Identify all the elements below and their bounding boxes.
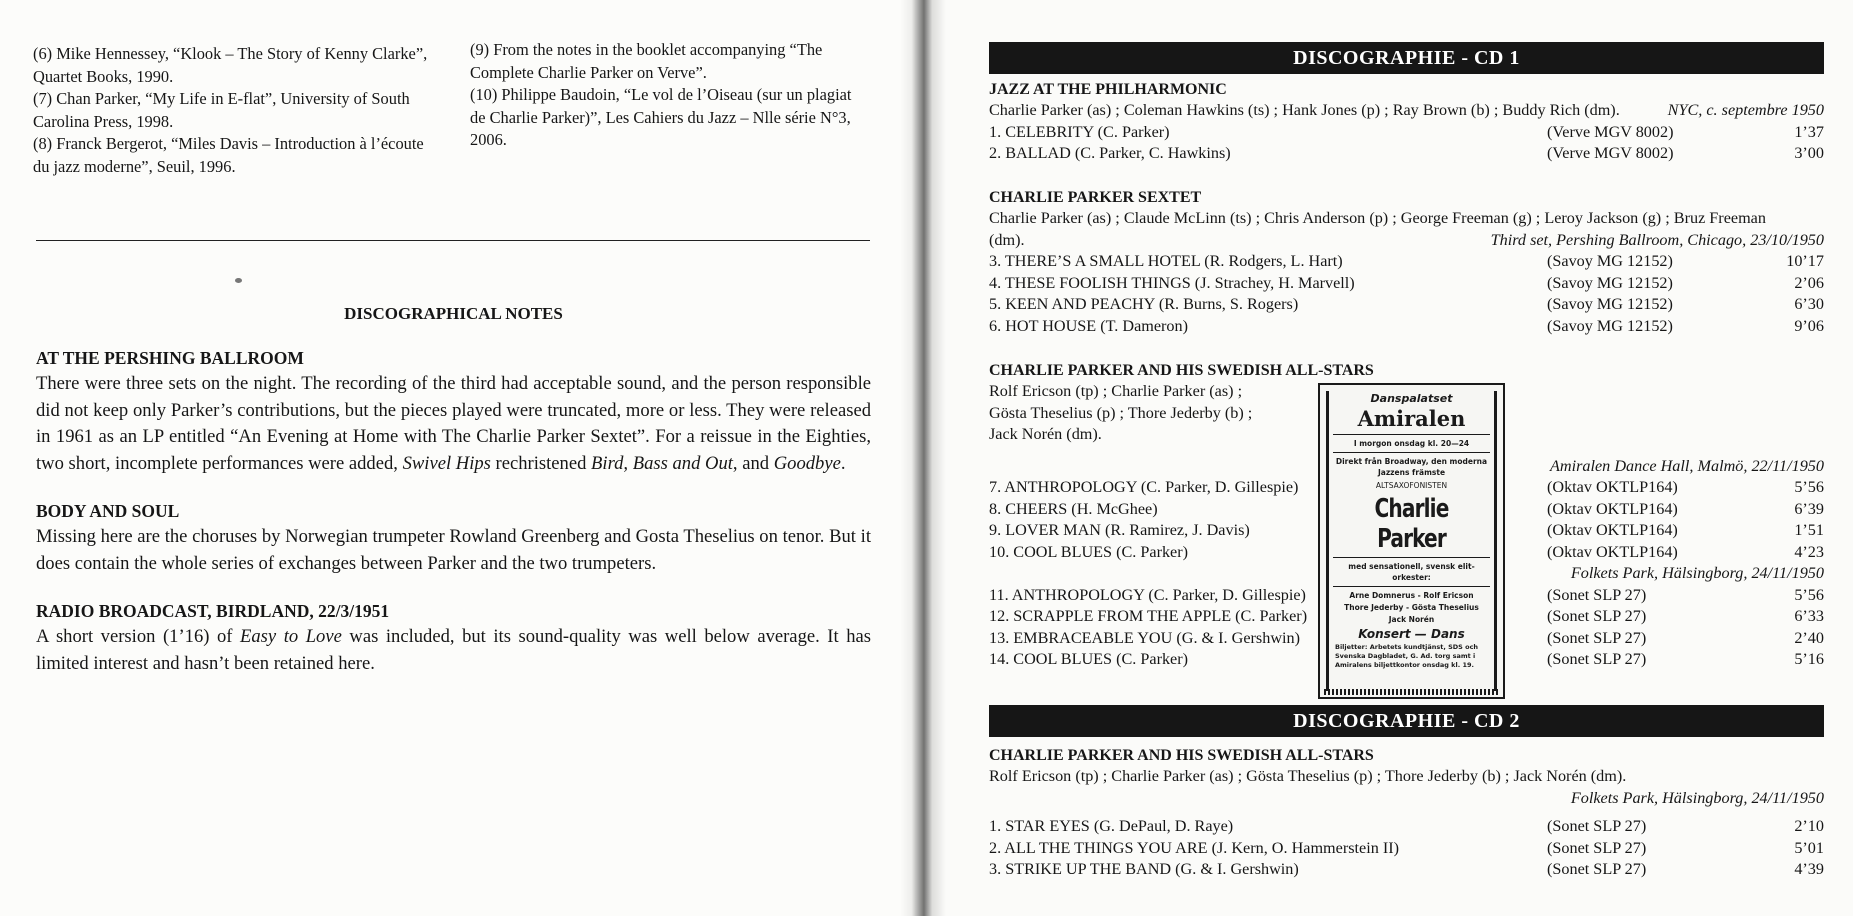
track-duration: 5’56 [1794,585,1824,604]
track-duration: 6’30 [1794,295,1824,313]
track-row [989,294,1824,316]
track-label: (Oktav OKTLP164) [1547,478,1678,496]
book-spine-shadow [900,0,946,916]
track-row [989,251,1824,273]
track-row [989,859,1824,881]
note-heading: BODY AND SOUL [36,501,180,521]
track-label: (Sonet SLP 27) [1547,838,1647,857]
track-title: 8. CHEERS (H. McGhee) [989,499,1158,518]
track-label: (Oktav OKTLP164) [1547,521,1678,539]
track-label: (Oktav OKTLP164) [1547,499,1678,518]
session-title: JAZZ AT THE PHILHARMONIC [989,81,1227,98]
track-title: 7. ANTHROPOLOGY (C. Parker, D. Gillespie) [989,478,1299,496]
track-duration: 10’17 [1786,252,1824,270]
track-duration: 2’06 [1794,273,1824,292]
poster-venue: Danspalatset [1370,392,1453,405]
track-title: 6. HOT HOUSE (T. Dameron) [989,316,1189,335]
notes-title: DISCOGRAPHICAL NOTES [344,304,563,323]
poster-inner [1326,391,1497,691]
track-duration: 6’33 [1794,607,1824,625]
track-row [989,122,1824,144]
track-duration: 5’56 [1794,478,1824,496]
track-title: 14. COOL BLUES (C. Parker) [989,650,1189,668]
track-title: 1. CELEBRITY (C. Parker) [989,122,1170,141]
note-text: A short version (1’16) of Easy to Love was included, but its sound-quality was well below average. It has limited interest and hasn’t been retained here. [36,626,871,674]
session-title: CHARLIE PARKER SEXTET [989,189,1202,206]
venue: Folkets Park, Hälsingborg, 24/11/1950 [1570,564,1824,582]
note-radio-broadcast [36,601,871,677]
track-title: 10. COOL BLUES (C. Parker) [989,542,1189,561]
concert-poster [1318,383,1505,699]
track-label: (Verve MGV 8002) [1547,122,1674,141]
track-label: (Sonet SLP 27) [1547,628,1647,647]
cd2-banner: DISCOGRAPHIE - CD 2 [989,705,1824,737]
poster-tickets: Biljetter: Arbetets kundtjänst, SDS och Svenska Dagbladet, G. Ad. torg samt i Amiralens biljettkontor onsdag kl. 19. [1335,643,1479,669]
track-row [989,816,1824,838]
poster-musicians: Arne Domnerus - Rolf Ericson [1349,591,1474,600]
poster-title: Amiralen [1357,406,1466,431]
track-label: (Sonet SLP 27) [1547,650,1647,668]
note-pershing-ballroom [36,348,871,477]
venue: NYC, c. septembre 1950 [1667,101,1824,119]
session-swedish-all-stars-cd2 [989,745,1824,881]
track-duration: 6’39 [1794,499,1824,518]
poster-concert: Konsert — Dans [1358,627,1465,641]
session-title: CHARLIE PARKER AND HIS SWEDISH ALL-STARS [989,362,1374,379]
track-title: 13. EMBRACEABLE YOU (G. & I. Gershwin) [989,628,1300,647]
track-duration: 5’16 [1794,650,1824,668]
poster-role: ALTSAXOFONISTEN [1375,481,1448,490]
track-label: (Savoy MG 12152) [1547,273,1673,292]
track-label: (Savoy MG 12152) [1547,316,1673,335]
note-heading: RADIO BROADCAST, BIRDLAND, 22/3/1951 [36,601,390,621]
track-duration: 3’00 [1794,144,1824,162]
track-title: 3. STRIKE UP THE BAND (G. & I. Gershwin) [989,860,1299,878]
track-label: (Oktav OKTLP164) [1547,542,1678,561]
track-title: 5. KEEN AND PEACHY (R. Burns, S. Rogers) [989,295,1299,313]
track-title: 3. THERE’S A SMALL HOTEL (R. Rodgers, L. Hart) [989,252,1343,270]
track-title: 2. ALL THE THINGS YOU ARE (J. Kern, O. Hammerstein II) [989,838,1400,857]
track-row [989,316,1824,338]
track-label: (Sonet SLP 27) [1547,607,1647,625]
track-title: 12. SCRAPPLE FROM THE APPLE (C. Parker) [989,607,1308,625]
track-label: (Sonet SLP 27) [1547,817,1647,835]
footnote-7: (7) Chan Parker, “My Life in E-flat”, University of South Carolina Press, 1998. [33,89,410,131]
footnote-9: (9) From the notes in the booklet accompanying “The Complete Charlie Parker on Verve”. [470,40,823,82]
note-heading: AT THE PERSHING BALLROOM [36,348,304,368]
track-label: (Savoy MG 12152) [1547,252,1673,270]
track-duration: 5’01 [1794,838,1824,857]
footnote-6: (6) Mike Hennessey, “Klook – The Story of Kenny Clarke”, Quartet Books, 1990. [33,44,428,86]
session-jatp [989,79,1824,165]
poster-headliner: Charlie Parker [1374,494,1449,554]
track-row [989,838,1824,860]
personnel-line: Rolf Ericson (tp) ; Charlie Parker (as) ; [989,382,1243,400]
note-text: There were three sets on the night. The recording of the third had acceptable sound, and the person responsible did not keep only Parker’s contributions, but the pieces played were truncated, more or less. They were released in 1961 as an LP entitled “An Evening at Home with The Charlie Parker Sextet”. For a reissue in the Eighties, two short, incomplete performances were added, Swivel Hips rechristened Bird, Bass and Out, and Goodbye. [36,373,871,474]
poster-musicians: Jack Norén [1388,615,1435,624]
venue: Third set, Pershing Ballroom, Chicago, 23/10/1950 [1490,230,1824,249]
track-duration: 1’51 [1794,521,1824,539]
track-row [989,273,1824,295]
poster-musicians: Thore Jederby - Gösta Theselius [1344,603,1479,612]
note-text: Missing here are the choruses by Norwegian trumpeter Rowland Greenberg and Gosta Theselius on tenor. But it does contain the whole series of exchanges between Parker and the two trumpeters. [36,526,871,574]
venue-line [989,788,1824,810]
personnel-line: Jack Norén (dm). [989,425,1102,443]
poster-orchestra: med sensationell, svensk elit-orkester: [1348,562,1475,582]
footnote-10: (10) Philippe Baudoin, “Le vol de l’Oiseau (sur un plagiat de Charlie Parker)”, Les Cahiers du Jazz – Nlle série N°3, 2006. [470,85,852,149]
personnel-line: Charlie Parker (as) ; Claude McLinn (ts) ; Chris Anderson (p) ; George Freeman (g) ; Leroy Jackson (g) ; Bruz Freeman [989,209,1766,227]
note-body-and-soul [36,501,871,577]
track-title: 9. LOVER MAN (R. Ramirez, J. Davis) [989,521,1250,539]
track-row [989,143,1824,165]
discographical-notes [36,300,871,701]
track-title: 4. THESE FOOLISH THINGS (J. Strachey, H. Marvell) [989,273,1355,292]
personnel-line: Gösta Theselius (p) ; Thore Jederby (b) ; [989,403,1253,422]
track-label: (Sonet SLP 27) [1547,860,1647,878]
personnel-line: Rolf Ericson (tp) ; Charlie Parker (as) ; Gösta Theselius (p) ; Thore Jederby (b) ; Jack Norén (dm). [989,767,1627,785]
track-title: 2. BALLAD (C. Parker, C. Hawkins) [989,144,1231,162]
personnel-venue-line: (dm). Third set, Pershing Ballroom, Chicago, 23/10/1950 [989,230,1824,252]
track-duration: 4’39 [1794,860,1824,878]
venue: Folkets Park, Hälsingborg, 24/11/1950 [1570,788,1824,807]
cd1-banner: DISCOGRAPHIE - CD 1 [989,42,1824,74]
track-duration: 2’40 [1794,628,1824,647]
footnote-divider [36,240,870,241]
track-label: (Sonet SLP 27) [1547,585,1647,604]
footnotes-column-2 [470,39,870,152]
track-label: (Savoy MG 12152) [1547,295,1673,313]
session-sextet [989,187,1824,337]
track-duration: 9’06 [1794,316,1824,335]
track-duration: 1’37 [1794,122,1824,141]
track-duration: 2’10 [1794,817,1824,835]
poster-subtitle: Direkt från Broadway, den moderna Jazzens främste [1335,457,1488,477]
venue: Amiralen Dance Hall, Malmö, 22/11/1950 [1550,456,1824,475]
track-label: (Verve MGV 8002) [1547,144,1674,162]
footnotes-column-1 [33,43,443,178]
personnel-line: Charlie Parker (as) ; Coleman Hawkins (ts) ; Hank Jones (p) ; Ray Brown (b) ; Buddy Rich (dm). NYC, c. septembre 1950 [989,100,1824,122]
poster-border-pattern [1324,689,1499,695]
poster-date: I morgon onsdag kl. 20—24 [1353,439,1470,448]
session-title: CHARLIE PARKER AND HIS SWEDISH ALL-STARS [989,747,1374,764]
track-duration: 4’23 [1794,542,1824,561]
track-title: 1. STAR EYES (G. DePaul, D. Raye) [989,817,1234,835]
track-title: 11. ANTHROPOLOGY (C. Parker, D. Gillespie) [989,585,1306,604]
ink-speck [235,278,242,283]
footnote-8: (8) Franck Bergerot, “Miles Davis – Introduction à l’écoute du jazz moderne”, Seuil, 1996. [33,134,424,176]
